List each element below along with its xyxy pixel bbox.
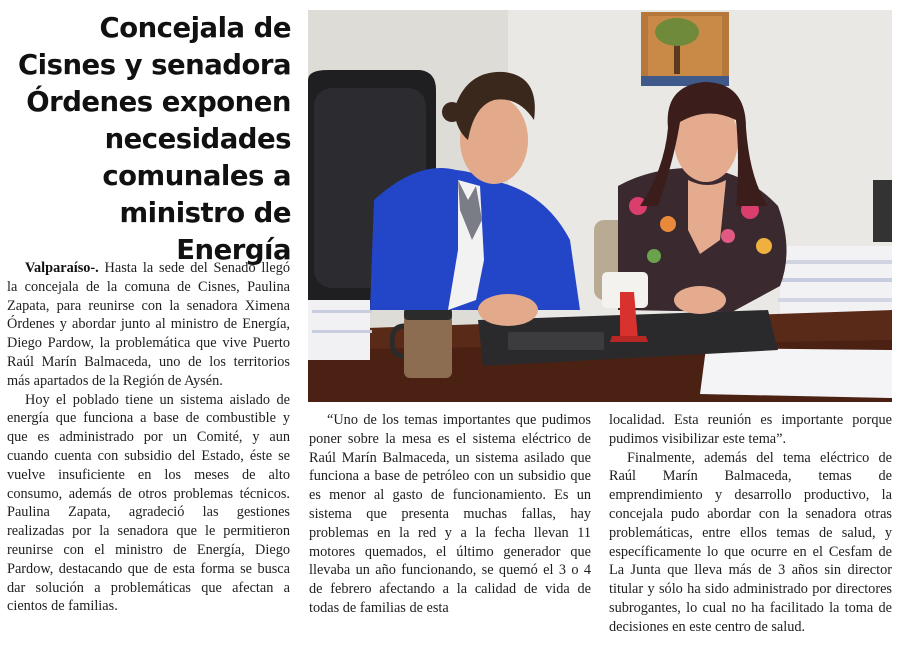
paragraph: “Uno de los temas importantes que pudimos poner sobre la mesa es el sistema eléctrico de Raúl Marín Balmaceda, un sistema asilado que funciona a base de petróleo con un subsidio que es menor al gasto de funcionamiento. Es un sistema que presenta muchas fallas, hay problemas en la red y a la fecha llevan 11 motores quemados, el último generador que llevaba un año funcionando, se quemó el 3 o 4 de febrero afectando a la calidad de vida de todas de familias de esta bbox=[309, 412, 591, 616]
headline-line: necesidades bbox=[104, 123, 291, 155]
text-column-2 bbox=[309, 411, 591, 618]
text-column-3 bbox=[609, 411, 892, 637]
dateline: Valparaíso-. bbox=[25, 260, 99, 276]
article-photo bbox=[308, 10, 892, 402]
paragraph: localidad. Esta reunión es importante porque pudimos visibilizar este tema”. bbox=[609, 412, 892, 447]
headline-line: comunales a bbox=[102, 160, 291, 192]
paragraph: Finalmente, además del tema eléctrico de Raúl Marín Balmaceda, temas de emprendimiento y desarrollo productivo, la concejala pudo abordar con la senadora otras problemáticas, entre ellos temas de salud, y específicamente lo que ocurre en el Cesfam de La Junta que lleva más de 3 años sin director titular y sólo ha sido administrado por directores subrogantes, lo cual no ha facilitado la toma de decisiones en este centro de salud. bbox=[609, 449, 892, 635]
text-column-1 bbox=[7, 259, 290, 616]
headline-line: Cisnes y senadora bbox=[18, 49, 291, 81]
paragraph bbox=[7, 259, 290, 391]
headline-line: Órdenes exponen bbox=[26, 86, 291, 118]
headline-line: Concejala de bbox=[99, 12, 291, 44]
headline bbox=[8, 10, 291, 269]
paragraph-text: Hasta la sede del Senado llegó la concejala de la comuna de Cisnes, Paulina Zapata, para reunirse con la senadora Ximena Órdenes y abordar junto al ministro de Energía, Diego Pardow, la problemática que vive Puerto Raúl Marín Balmaceda, uno de los territorios más apartados de la Región de Aysén. bbox=[7, 260, 290, 389]
photo-illustration bbox=[308, 10, 892, 402]
headline-line: ministro de Energía bbox=[119, 197, 291, 266]
paragraph: Hoy el poblado tiene un sistema aislado de energía que funciona a base de combustible y que es administrado por un Comité, y aun cuando cuenta con subsidio del Estado, éste se vuelve insuficiente en los meses de alto consumo, además de otros problemas técnicos. Paulina Zapata, agradeció las gestiones realizadas por la senadora que le permitieron reunirse con el ministro de Energía, Diego Pardow, destacando que de esta forma se busca dar solución a problemáticas que afectan a cientos de familias. bbox=[7, 391, 290, 615]
